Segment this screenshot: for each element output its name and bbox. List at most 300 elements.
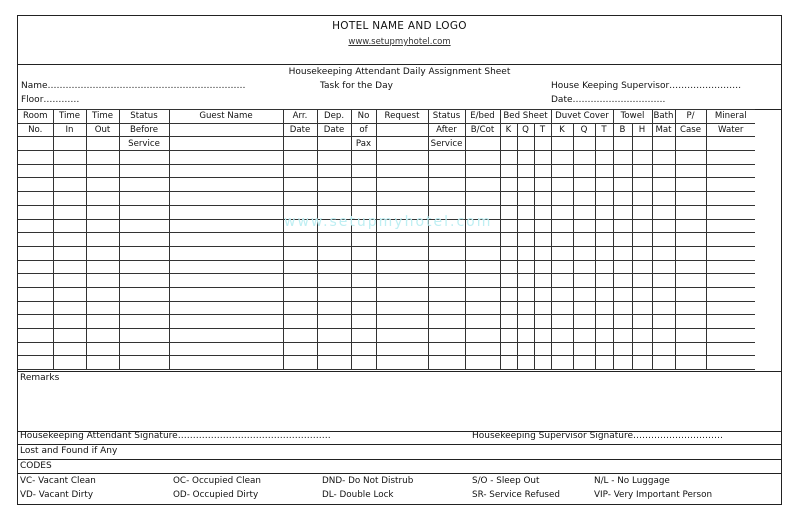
entry-cell[interactable] [283, 342, 317, 356]
entry-cell[interactable] [317, 274, 351, 288]
entry-cell[interactable] [169, 315, 283, 329]
entry-cell[interactable] [169, 178, 283, 192]
entry-cell[interactable] [517, 246, 534, 260]
entry-cell[interactable] [551, 219, 573, 233]
entry-cell[interactable] [551, 192, 573, 206]
entry-cell[interactable] [706, 260, 755, 274]
entry-cell[interactable] [283, 315, 317, 329]
table-row[interactable] [18, 315, 755, 329]
entry-cell[interactable] [595, 219, 613, 233]
entry-cell[interactable] [86, 315, 119, 329]
table-row[interactable] [18, 192, 755, 206]
entry-cell[interactable] [53, 329, 86, 343]
entry-cell[interactable] [652, 219, 675, 233]
entry-cell[interactable] [18, 233, 53, 247]
entry-cell[interactable] [652, 301, 675, 315]
entry-cell[interactable] [317, 342, 351, 356]
supervisor-signature[interactable]: Housekeeping Supervisor Signature………………………… [472, 431, 724, 441]
entry-cell[interactable] [119, 205, 169, 219]
entry-cell[interactable] [595, 329, 613, 343]
entry-cell[interactable] [351, 274, 376, 288]
entry-cell[interactable] [18, 356, 53, 370]
entry-cell[interactable] [465, 192, 500, 206]
entry-cell[interactable] [573, 274, 595, 288]
entry-cell[interactable] [632, 301, 652, 315]
entry-cell[interactable] [534, 178, 551, 192]
entry-cell[interactable] [169, 192, 283, 206]
entry-cell[interactable] [351, 287, 376, 301]
entry-cell[interactable] [595, 178, 613, 192]
entry-cell[interactable] [573, 164, 595, 178]
entry-cell[interactable] [632, 178, 652, 192]
entry-cell[interactable] [675, 274, 706, 288]
entry-cell[interactable] [551, 260, 573, 274]
entry-cell[interactable] [675, 315, 706, 329]
entry-cell[interactable] [652, 178, 675, 192]
entry-cell[interactable] [317, 301, 351, 315]
entry-cell[interactable] [53, 342, 86, 356]
entry-cell[interactable] [551, 205, 573, 219]
entry-cell[interactable] [86, 287, 119, 301]
entry-cell[interactable] [317, 151, 351, 165]
entry-cell[interactable] [119, 233, 169, 247]
entry-cell[interactable] [706, 151, 755, 165]
entry-cell[interactable] [534, 356, 551, 370]
entry-cell[interactable] [169, 246, 283, 260]
entry-cell[interactable] [169, 301, 283, 315]
entry-cell[interactable] [283, 301, 317, 315]
entry-cell[interactable] [534, 260, 551, 274]
entry-cell[interactable] [119, 192, 169, 206]
entry-cell[interactable] [283, 151, 317, 165]
entry-cell[interactable] [573, 342, 595, 356]
entry-cell[interactable] [376, 329, 428, 343]
entry-cell[interactable] [517, 151, 534, 165]
entry-cell[interactable] [517, 342, 534, 356]
entry-cell[interactable] [675, 246, 706, 260]
entry-cell[interactable] [595, 233, 613, 247]
entry-cell[interactable] [573, 329, 595, 343]
entry-cell[interactable] [351, 151, 376, 165]
entry-cell[interactable] [706, 233, 755, 247]
entry-cell[interactable] [517, 205, 534, 219]
attendant-signature[interactable]: Housekeeping Attendant Signature…………………………………………… [20, 431, 331, 441]
entry-cell[interactable] [53, 260, 86, 274]
entry-cell[interactable] [534, 301, 551, 315]
entry-cell[interactable] [351, 315, 376, 329]
entry-cell[interactable] [376, 274, 428, 288]
entry-cell[interactable] [706, 192, 755, 206]
entry-cell[interactable] [53, 164, 86, 178]
entry-cell[interactable] [53, 301, 86, 315]
entry-cell[interactable] [465, 301, 500, 315]
entry-cell[interactable] [534, 287, 551, 301]
table-row[interactable] [18, 287, 755, 301]
entry-cell[interactable] [317, 192, 351, 206]
entry-cell[interactable] [86, 192, 119, 206]
entry-cell[interactable] [351, 329, 376, 343]
entry-cell[interactable] [595, 260, 613, 274]
entry-cell[interactable] [465, 151, 500, 165]
table-row[interactable] [18, 178, 755, 192]
entry-cell[interactable] [18, 329, 53, 343]
entry-cell[interactable] [169, 219, 283, 233]
entry-cell[interactable] [119, 274, 169, 288]
entry-cell[interactable] [706, 329, 755, 343]
entry-cell[interactable] [465, 233, 500, 247]
entry-cell[interactable] [632, 205, 652, 219]
entry-cell[interactable] [613, 356, 632, 370]
entry-cell[interactable] [652, 342, 675, 356]
entry-cell[interactable] [53, 233, 86, 247]
entry-cell[interactable] [534, 274, 551, 288]
entry-cell[interactable] [351, 164, 376, 178]
entry-cell[interactable] [53, 192, 86, 206]
table-row[interactable] [18, 260, 755, 274]
entry-cell[interactable] [517, 274, 534, 288]
entry-cell[interactable] [53, 356, 86, 370]
entry-cell[interactable] [119, 342, 169, 356]
entry-cell[interactable] [500, 233, 517, 247]
entry-cell[interactable] [613, 315, 632, 329]
entry-cell[interactable] [53, 315, 86, 329]
entry-cell[interactable] [534, 315, 551, 329]
entry-cell[interactable] [595, 151, 613, 165]
entry-cell[interactable] [18, 164, 53, 178]
entry-cell[interactable] [613, 274, 632, 288]
entry-cell[interactable] [573, 151, 595, 165]
entry-cell[interactable] [551, 342, 573, 356]
entry-cell[interactable] [675, 356, 706, 370]
entry-cell[interactable] [675, 164, 706, 178]
entry-cell[interactable] [500, 219, 517, 233]
entry-cell[interactable] [551, 164, 573, 178]
entry-cell[interactable] [706, 246, 755, 260]
entry-cell[interactable] [86, 329, 119, 343]
entry-cell[interactable] [428, 233, 465, 247]
entry-cell[interactable] [86, 178, 119, 192]
entry-cell[interactable] [573, 219, 595, 233]
entry-cell[interactable] [169, 151, 283, 165]
entry-cell[interactable] [573, 192, 595, 206]
entry-cell[interactable] [517, 192, 534, 206]
entry-cell[interactable] [517, 164, 534, 178]
entry-cell[interactable] [632, 342, 652, 356]
entry-cell[interactable] [169, 260, 283, 274]
entry-cell[interactable] [595, 356, 613, 370]
entry-cell[interactable] [551, 233, 573, 247]
entry-cell[interactable] [517, 219, 534, 233]
entry-cell[interactable] [169, 287, 283, 301]
entry-cell[interactable] [595, 205, 613, 219]
entry-cell[interactable] [86, 219, 119, 233]
entry-cell[interactable] [706, 287, 755, 301]
entry-cell[interactable] [18, 219, 53, 233]
entry-cell[interactable] [652, 356, 675, 370]
entry-cell[interactable] [613, 342, 632, 356]
entry-cell[interactable] [86, 205, 119, 219]
entry-cell[interactable] [18, 301, 53, 315]
entry-cell[interactable] [706, 219, 755, 233]
entry-cell[interactable] [675, 260, 706, 274]
entry-cell[interactable] [517, 178, 534, 192]
entry-cell[interactable] [465, 315, 500, 329]
entry-cell[interactable] [706, 315, 755, 329]
entry-cell[interactable] [573, 233, 595, 247]
entry-cell[interactable] [317, 356, 351, 370]
entry-cell[interactable] [613, 178, 632, 192]
entry-cell[interactable] [551, 178, 573, 192]
name-field[interactable]: Name………………………………………………………… [21, 81, 246, 91]
entry-cell[interactable] [652, 151, 675, 165]
entry-cell[interactable] [595, 315, 613, 329]
entry-cell[interactable] [652, 260, 675, 274]
table-row[interactable] [18, 164, 755, 178]
entry-cell[interactable] [119, 151, 169, 165]
entry-cell[interactable] [376, 233, 428, 247]
entry-cell[interactable] [632, 164, 652, 178]
entry-cell[interactable] [613, 260, 632, 274]
entry-cell[interactable] [517, 287, 534, 301]
entry-cell[interactable] [53, 246, 86, 260]
entry-cell[interactable] [119, 315, 169, 329]
remarks-box[interactable] [18, 371, 781, 432]
entry-cell[interactable] [86, 164, 119, 178]
entry-cell[interactable] [632, 192, 652, 206]
entry-cell[interactable] [595, 342, 613, 356]
entry-cell[interactable] [465, 246, 500, 260]
entry-cell[interactable] [613, 301, 632, 315]
entry-cell[interactable] [500, 246, 517, 260]
entry-cell[interactable] [465, 164, 500, 178]
entry-cell[interactable] [376, 192, 428, 206]
floor-field[interactable]: Floor………… [21, 95, 80, 105]
entry-cell[interactable] [613, 287, 632, 301]
entry-cell[interactable] [675, 301, 706, 315]
entry-cell[interactable] [376, 164, 428, 178]
entry-cell[interactable] [376, 178, 428, 192]
entry-cell[interactable] [500, 164, 517, 178]
entry-cell[interactable] [53, 205, 86, 219]
entry-cell[interactable] [632, 246, 652, 260]
entry-cell[interactable] [169, 233, 283, 247]
entry-cell[interactable] [351, 356, 376, 370]
entry-cell[interactable] [283, 260, 317, 274]
entry-cell[interactable] [119, 246, 169, 260]
entry-cell[interactable] [706, 164, 755, 178]
entry-cell[interactable] [428, 315, 465, 329]
entry-cell[interactable] [351, 178, 376, 192]
entry-cell[interactable] [632, 315, 652, 329]
entry-cell[interactable] [500, 178, 517, 192]
entry-cell[interactable] [351, 301, 376, 315]
entry-cell[interactable] [119, 164, 169, 178]
entry-cell[interactable] [675, 329, 706, 343]
entry-cell[interactable] [652, 246, 675, 260]
entry-cell[interactable] [595, 274, 613, 288]
entry-cell[interactable] [18, 274, 53, 288]
entry-cell[interactable] [632, 260, 652, 274]
entry-cell[interactable] [18, 192, 53, 206]
entry-cell[interactable] [573, 287, 595, 301]
entry-cell[interactable] [706, 205, 755, 219]
entry-cell[interactable] [283, 329, 317, 343]
entry-cell[interactable] [613, 192, 632, 206]
entry-cell[interactable] [613, 219, 632, 233]
entry-cell[interactable] [317, 287, 351, 301]
entry-cell[interactable] [573, 178, 595, 192]
entry-cell[interactable] [613, 205, 632, 219]
entry-cell[interactable] [376, 151, 428, 165]
entry-cell[interactable] [632, 329, 652, 343]
entry-cell[interactable] [119, 329, 169, 343]
entry-cell[interactable] [18, 315, 53, 329]
entry-cell[interactable] [613, 151, 632, 165]
entry-cell[interactable] [534, 233, 551, 247]
entry-cell[interactable] [428, 192, 465, 206]
entry-cell[interactable] [675, 192, 706, 206]
entry-cell[interactable] [317, 329, 351, 343]
entry-cell[interactable] [283, 246, 317, 260]
entry-cell[interactable] [18, 178, 53, 192]
entry-cell[interactable] [86, 274, 119, 288]
entry-cell[interactable] [376, 301, 428, 315]
entry-cell[interactable] [119, 301, 169, 315]
entry-cell[interactable] [169, 342, 283, 356]
entry-cell[interactable] [632, 151, 652, 165]
entry-cell[interactable] [595, 287, 613, 301]
entry-cell[interactable] [169, 274, 283, 288]
entry-cell[interactable] [595, 164, 613, 178]
entry-cell[interactable] [428, 287, 465, 301]
entry-cell[interactable] [632, 274, 652, 288]
entry-cell[interactable] [376, 342, 428, 356]
entry-cell[interactable] [428, 342, 465, 356]
entry-cell[interactable] [534, 164, 551, 178]
entry-cell[interactable] [517, 329, 534, 343]
entry-cell[interactable] [428, 164, 465, 178]
entry-cell[interactable] [652, 164, 675, 178]
entry-cell[interactable] [573, 315, 595, 329]
entry-cell[interactable] [283, 356, 317, 370]
entry-cell[interactable] [632, 219, 652, 233]
entry-cell[interactable] [632, 287, 652, 301]
entry-cell[interactable] [652, 287, 675, 301]
entry-cell[interactable] [517, 260, 534, 274]
entry-cell[interactable] [18, 246, 53, 260]
supervisor-field[interactable]: House Keeping Supervisor…………………… [551, 81, 742, 91]
entry-cell[interactable] [283, 192, 317, 206]
entry-cell[interactable] [376, 260, 428, 274]
entry-cell[interactable] [706, 178, 755, 192]
table-row[interactable] [18, 246, 755, 260]
entry-cell[interactable] [317, 246, 351, 260]
entry-cell[interactable] [500, 356, 517, 370]
entry-cell[interactable] [283, 274, 317, 288]
entry-cell[interactable] [551, 356, 573, 370]
entry-cell[interactable] [551, 315, 573, 329]
entry-cell[interactable] [351, 192, 376, 206]
entry-cell[interactable] [53, 219, 86, 233]
table-row[interactable] [18, 274, 755, 288]
entry-cell[interactable] [317, 233, 351, 247]
entry-cell[interactable] [119, 178, 169, 192]
entry-cell[interactable] [500, 192, 517, 206]
entry-cell[interactable] [376, 246, 428, 260]
entry-cell[interactable] [53, 287, 86, 301]
entry-cell[interactable] [351, 260, 376, 274]
entry-cell[interactable] [706, 342, 755, 356]
entry-cell[interactable] [500, 287, 517, 301]
entry-cell[interactable] [317, 178, 351, 192]
entry-cell[interactable] [119, 260, 169, 274]
table-row[interactable] [18, 356, 755, 370]
entry-cell[interactable] [595, 192, 613, 206]
entry-cell[interactable] [465, 287, 500, 301]
entry-cell[interactable] [18, 342, 53, 356]
entry-cell[interactable] [53, 178, 86, 192]
entry-cell[interactable] [595, 246, 613, 260]
entry-cell[interactable] [119, 287, 169, 301]
entry-cell[interactable] [317, 315, 351, 329]
entry-cell[interactable] [465, 178, 500, 192]
entry-cell[interactable] [376, 315, 428, 329]
entry-cell[interactable] [283, 233, 317, 247]
entry-cell[interactable] [551, 329, 573, 343]
entry-cell[interactable] [428, 274, 465, 288]
entry-cell[interactable] [534, 205, 551, 219]
table-row[interactable] [18, 342, 755, 356]
entry-cell[interactable] [465, 260, 500, 274]
entry-cell[interactable] [86, 260, 119, 274]
entry-cell[interactable] [595, 301, 613, 315]
entry-cell[interactable] [534, 342, 551, 356]
entry-cell[interactable] [465, 356, 500, 370]
entry-cell[interactable] [86, 301, 119, 315]
entry-cell[interactable] [573, 205, 595, 219]
entry-cell[interactable] [652, 315, 675, 329]
entry-cell[interactable] [632, 356, 652, 370]
entry-cell[interactable] [675, 178, 706, 192]
entry-cell[interactable] [428, 356, 465, 370]
entry-cell[interactable] [53, 274, 86, 288]
entry-cell[interactable] [573, 246, 595, 260]
entry-cell[interactable] [534, 329, 551, 343]
entry-cell[interactable] [351, 342, 376, 356]
entry-cell[interactable] [534, 246, 551, 260]
table-row[interactable] [18, 233, 755, 247]
date-field[interactable]: Date…………………………. [551, 95, 666, 105]
entry-cell[interactable] [534, 219, 551, 233]
entry-cell[interactable] [573, 301, 595, 315]
entry-cell[interactable] [283, 164, 317, 178]
entry-cell[interactable] [613, 246, 632, 260]
entry-cell[interactable] [169, 329, 283, 343]
entry-cell[interactable] [500, 151, 517, 165]
entry-cell[interactable] [376, 287, 428, 301]
entry-cell[interactable] [551, 287, 573, 301]
entry-cell[interactable] [500, 315, 517, 329]
entry-cell[interactable] [675, 151, 706, 165]
entry-cell[interactable] [500, 274, 517, 288]
entry-cell[interactable] [428, 151, 465, 165]
entry-cell[interactable] [428, 178, 465, 192]
entry-cell[interactable] [428, 260, 465, 274]
entry-cell[interactable] [613, 164, 632, 178]
entry-cell[interactable] [534, 192, 551, 206]
entry-cell[interactable] [652, 329, 675, 343]
entry-cell[interactable] [517, 301, 534, 315]
